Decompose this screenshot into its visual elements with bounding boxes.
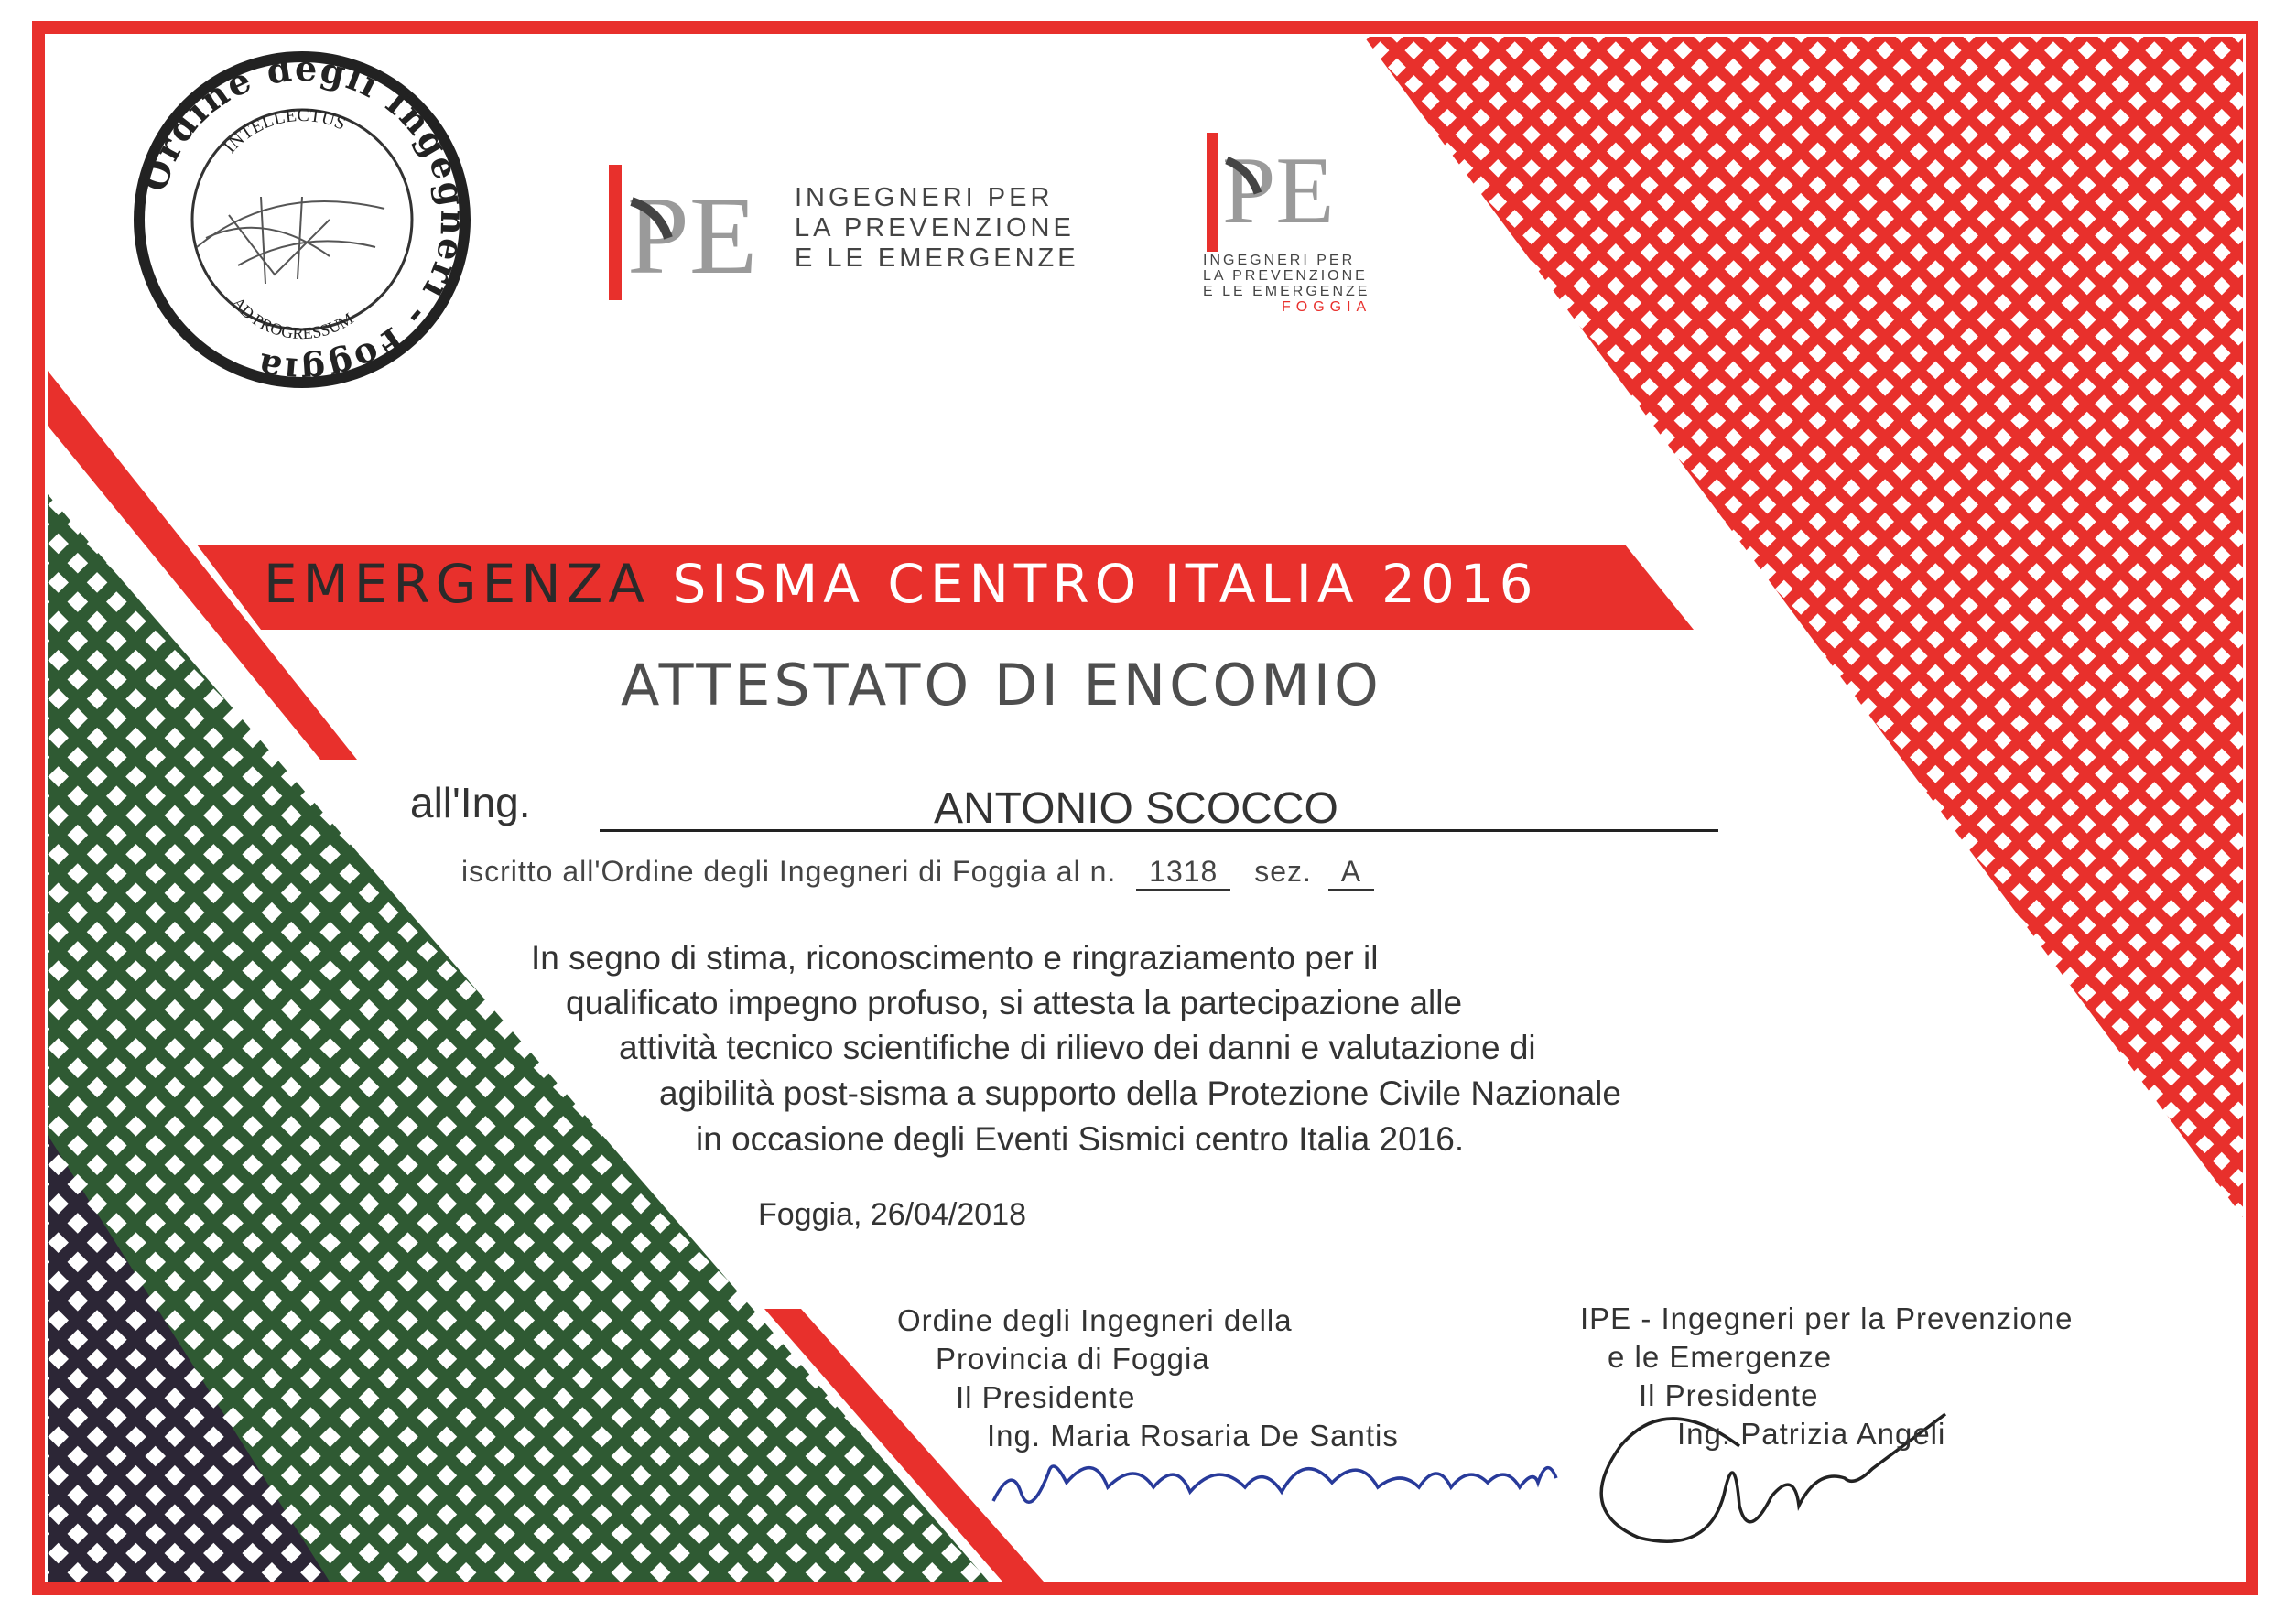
seal-bottom-text: AD PROGRESSUM: [228, 293, 357, 343]
logo-foggia-line: LA PREVENZIONE: [1203, 268, 1368, 284]
signatory-left-line: Provincia di Foggia: [936, 1342, 1210, 1376]
signatory-right-line: Il Presidente: [1639, 1378, 1819, 1412]
body-line: in occasione degli Eventi Sismici centro Italia 2016.: [696, 1120, 1465, 1158]
signature-right-label: [0, 0, 5, 1]
signature-left: [993, 1466, 1556, 1502]
seal-text-layer: [0, 0, 641, 421]
ipe-monogram-foggia: [1207, 133, 1335, 252]
logo-foggia-line: E LE EMERGENZE: [1203, 284, 1370, 299]
svg-text:PE: PE: [627, 174, 758, 297]
body-line: attività tecnico scientifiche di rilievo dei danni e valutazione di: [619, 1029, 1536, 1066]
logo-foggia-text: [1203, 253, 1371, 315]
banner-title: [264, 553, 1539, 615]
signatory-right-line: e le Emergenze: [1608, 1340, 1833, 1374]
logo-main-line: INGEGNERI PER: [795, 183, 1054, 212]
certificate-title: ATTESTATO DI ENCOMIO: [621, 652, 1382, 718]
recipient-name: ANTONIO SCOCCO: [934, 784, 1338, 833]
logo-main-line: LA PREVENZIONE: [795, 213, 1075, 243]
seal-top-text: INTELLECTUS: [220, 104, 349, 157]
logo-main-text: [795, 183, 1079, 274]
registration-text: iscritto all'Ordine degli Ingegneri di Foggia al n.: [461, 855, 1117, 888]
signatory-left-line: Ordine degli Ingegneri della: [897, 1303, 1293, 1337]
svg-text:INTELLECTUS: [220, 105, 349, 157]
logo-foggia-line: INGEGNERI PER: [1203, 253, 1356, 268]
signatory-left-name: Ing. Maria Rosaria De Santis: [987, 1419, 1399, 1453]
registration-sez-label: sez.: [1254, 855, 1312, 888]
logo-foggia-city: FOGGIA: [1282, 299, 1372, 315]
banner-part2: SISMA CENTRO ITALIA 2016: [672, 553, 1539, 615]
body-line: agibilità post-sisma a supporto della Protezione Civile Nazionale: [659, 1075, 1621, 1112]
signatory-right-name: Ing. Patrizia Angeli: [1677, 1417, 1946, 1451]
body-line: In segno di stima, riconoscimento e ringraziamento per il: [531, 939, 1379, 977]
banner-part1: EMERGENZA: [264, 553, 651, 615]
seal-outer-text: Ordine degli Ingegneri - Foggia: [133, 47, 475, 393]
signatory-right-line: IPE - Ingegneri per la Prevenzione: [1580, 1301, 2074, 1335]
svg-text:AD PROGRESSUM: [229, 294, 357, 342]
registration-number: 1318: [1136, 855, 1230, 891]
body-line: qualificato impegno profuso, si attesta la partecipazione alle: [566, 984, 1463, 1021]
registration-line: [461, 855, 1374, 891]
registration-sez-value: A: [1328, 855, 1374, 891]
logo-main-line: E LE EMERGENZE: [795, 243, 1079, 273]
svg-text:PE: PE: [1222, 136, 1335, 243]
date-line: Foggia, 26/04/2018: [758, 1197, 1027, 1232]
recipient-prefix: all'Ing.: [410, 779, 531, 826]
signatory-left-line: Il Presidente: [956, 1380, 1136, 1414]
